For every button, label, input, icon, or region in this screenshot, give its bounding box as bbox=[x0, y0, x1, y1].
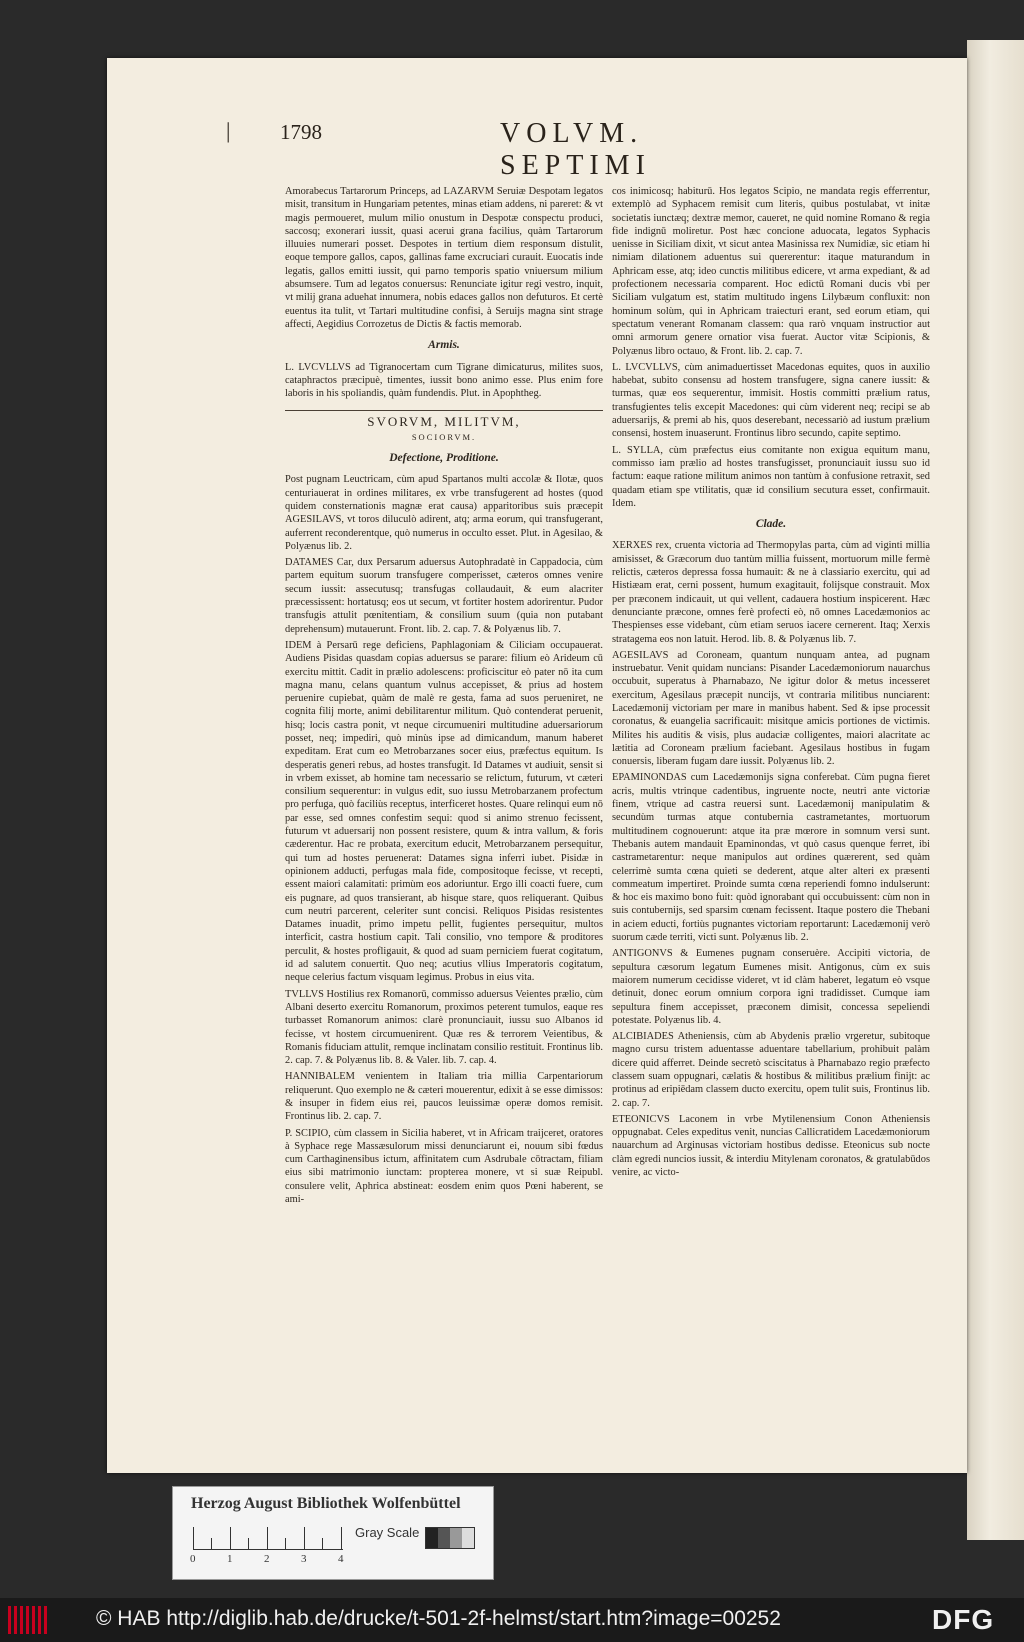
page-header bbox=[170, 100, 760, 181]
ruler-number: 4 bbox=[338, 1553, 344, 1565]
gray-scale-swatch bbox=[425, 1527, 475, 1549]
library-name: Herzog August Bibliothek Wolfenbüttel bbox=[191, 1495, 461, 1512]
paragraph: EPAMINONDAS cum Lacedæmonijs signa conferebat. Cùm pugna fieret acris, multis vtrinque cadentibus, ingruente nocte, neutri ante victoriæ finem, vtrique ad castra reuersi sunt. Lacedæmonij manipulatim & secundùm turmas atque contubernia castrametantes, mortuorum multitudinem cognouerunt: atque ita præ mœrore in somnum versi sunt. Thebanis autem mandauit Epaminondas, vt quò casus quenque ferret, ibi castrametarentur: neque manipulos aut ordines quærerent, sed quàm celerrimè sumta cœna quieti se dederent, atque alter alteri ex præsenti commeatum impertiret. Proinde sumta cœna reperiendi fomno indulserunt: & hoc eis maximo bono fuit: quòd ignorabant qui occubuissent: cùm non in suis contubernijs, sed sparsim cœnam fecissent. Itaque postero die Thebani in aciem educti, fortiùs pugnantes victoriam reportarunt: Lacedæmonij verò suorum cæde territi, victi sunt. Polyænus lib. 2. bbox=[612, 772, 930, 944]
paragraph: Post pugnam Leuctricam, cùm apud Spartanos multi accolæ & Ilotæ, quos centuriauerat in ordines militares, ex vrbe transfugerent ad hostes (quod quidem consternationis magnæ erat causa) apparitoribus suis præcepit AGESILAVS, vt toros diluculò adirent, atq; arma eorum, qui transfugerant, auferrent reconderentque, quò numerus in occulto esset. Plut. in Agesilao, & Polyænus lib. 2. bbox=[285, 474, 603, 552]
ruler-tick bbox=[341, 1527, 342, 1549]
gray-scale-label: Gray Scale bbox=[355, 1525, 420, 1540]
hab-logo-icon bbox=[8, 1606, 48, 1634]
section-heading: Defectione, Proditione. bbox=[389, 452, 499, 465]
paragraph: cos inimicosq; habiturū. Hos legatos Scipio, ne mandata regis efferrentur, extemplò ad Syphacem remisit cum literis, quibus postulabat, vt initæ societatis iunctæq; dextræ memor, caueret, ne quid nomine Romano & regia fide indignū moliretur. Post hæc concione aduocata, legatos Syphacis uenisse in Siciliam dixit, vt sicut antea Masinissa rex Numidiæ, sic etiam hi nimiam dilationem aduentus sui quererentur: itaque maturandum in Aphricam esse, atq; ideo cunctis militibus edicere, vt arma expediant, & ad profectionem necessaria comparent. Hoc edictū Romani ducis vbi per Siciliam vulgatum est, statim multitudo ingens Lilybæum confluxit: non hominum solùm, qui in Aphricam traiecturi erant, sed eorum etiam, qui spectatum venerant Romanam classem: qua rarò vnquam instructior aut omni armorum genere ornatior visa fuerat. Auctor vitæ Scipionis, & Polyænus libro octauo, & Front. lib. 2. cap. 7. bbox=[612, 186, 930, 357]
ruler-number: 2 bbox=[264, 1553, 270, 1565]
paragraph: TVLLVS Hostilius rex Romanorū, commisso aduersus Veientes prælio, cùm Albani deserto exercitu Romanorum, proximos peterent tumulos, eaque res turbasset Romanorum animos: clarè pronunciauit, iussu suo Albanos id fecisse, vt hostem circumuenirent. Quæ res & terrorem Veientibus, & Romanis fiduciam attulit, remque inclinatam consilio restituit. Frontinus lib. 2. cap. 7. & Polyænus lib. 8. & Valer. lib. 7. cap. 4. bbox=[285, 988, 603, 1067]
ruler-tick bbox=[267, 1527, 268, 1549]
facing-page-edge bbox=[967, 40, 1024, 1540]
ruler-number: 1 bbox=[227, 1553, 233, 1565]
ruler-tick bbox=[230, 1527, 231, 1549]
paragraph: Amorabecus Tartarorum Princeps, ad LAZARVM Seruiæ Despotam legatos misit, transitum in Hungariam petentes, minas etiam addens, ni pareret: & vt magis permoueret, mulum milio onustum in Despotæ conspectu produci, saccosq; exonerari iussit, quasi acerui grana facilius, quàm Tartarorum illuuies numerari posset. Despotes in tertium diem responsum distulit, eoque tempore gallos, capos, gallinas fame excruciari curauit. Euocatis inde legatis, gallos emitti iussit, qui parno temporis spatio vniuersum milium absumsere. Tum ad legatos conuersus: Renunciate igitur regi vestro, inquit, vt milij grana aduehat innumera, nobis edaces gallos non defuturos. Et certè euentus ita tulit, vt Tartari multitudine confisi, à Seruijs magna sint strage affecti, Aegidius Corrozetus de Dictis & factis memorab. bbox=[285, 186, 603, 330]
paragraph: P. SCIPIO, cùm classem in Sicilia haberet, vt in Africam traijceret, oratores à Syphace rege Massæsulorum missi denunciarunt ei, nouum sibi fœdus cum Carthaginensibus ictum, affinitatem cum Asdrubale cōtractam, filiam eius sibi matrimonio iunctam: propterea monere, vt si suæ Reipubl. consulere velit, Aphrica abstineat: eosdem enim quos Pœni haberent, se ami- bbox=[285, 1127, 603, 1206]
section-subtitle: SOCIORVM. bbox=[411, 431, 477, 442]
ruler-tick bbox=[211, 1538, 212, 1549]
left-text-column bbox=[285, 185, 603, 1209]
source-url[interactable]: © HAB http://diglib.hab.de/drucke/t-501-2f-helmst/start.htm?image=00252 bbox=[96, 1607, 781, 1630]
margin-mark: | bbox=[226, 118, 231, 143]
ruler-tick bbox=[248, 1538, 249, 1549]
section-heading: Clade. bbox=[755, 518, 787, 531]
ruler-tick bbox=[285, 1538, 286, 1549]
ruler-tick bbox=[193, 1527, 194, 1549]
paragraph: IDEM à Persarū rege deficiens, Paphlagoniam & Ciliciam occupauerat. Audiens Pisidas quasdam copias aduersus se parare: filium eò Arideum cū exercitu mittit. Cadit in prælio adolescens: proficiscitur eò pater nō ita cum magna manu, celans quantum vulnus accepisset, & prius ad hostem peruenire cupiebat, quàm de malè re gesta, fama ad suos perueniret, ne cognita filij morte, animi debilitarentur militum. Quò contenderat peruenit, hisq; locis castra ponit, vt neque circumueniri multitudine aduersariorum posset, neq; impediri, quò minùs ipse ad dimicandum, manum haberet expeditam. Erat cum eo Metrobarzanes socer eius, præfectus equitum. Is desperatis generi rebus, ad hostes transfugit. Id Datames vt audiuit, sensit si in vrbem exisset, ab homine tam necessario se relictum, futurum, vt cæteri consilium sequerentur: in vulgus edit, suo iussu Metrobarzanem profectum pro perfuga, quò faciliùs receptus, interficeret hostes. Quare relinqui eum nō par esse, sed omnes confestim sequi: quod si animo strenuo fecissent, futurum vt aduersarij non possent resistere, quum & intra vallum, & foris cæderentur. Hac re probata, exercitum educit, Metrobarzanem persequitur, qui tum ad hostes peruenerat: Datames signa inferri iubet. Pisidæ in opinionem adducti, perfugas mala fide, compositoque fecisse, vt recepti, essent maiori calamitati: primùm eos adoriuntur. Ergo illi coacti fuere, cum eis pugnare, ad quos transierant, ab hisque stare, quos reliquerant. Quibus cum neutri parcerent, celeriter sunt concisi. Reliquos Pisidas resistentes Datames inuadit, primo impetu pellit, fugientes persequitur, multos interficit, castra hostium capit. Tali consilio, vno tempore & proditores perculit, & hostes profligauit, & quod ad suam perniciem fuerat cogitatum, id ad salutem conuertit. Quo neq; acutius vllius Imperatoris cogitatum, neque celerius factum visquam legimus. Probus in eius vita. bbox=[285, 639, 603, 984]
ruler-tick bbox=[322, 1538, 323, 1549]
paragraph: ALCIBIADES Atheniensis, cùm ab Abydenis prælio vrgeretur, subitoque magno cursu tristem aduentasse aduentare tabellarium, prohibuit palàm dicere quid afferret. Deinde secretò sciscitatus à Pharnabazo regio præfecto classem suam oppugnari, cælatis & hostibus & militibus prælium finijt: ac protinus ad eripiēdam classem ducto exercitu, opem tulit suis, Frontinus lib. 2. cap. 7. bbox=[612, 1031, 930, 1109]
paragraph: ETEONICVS Laconem in vrbe Mytilenensium Conon Atheniensis oppugnabat. Celes expeditus venit, nuncias Callicratidem Lacedæmoniorum nauarchum ad Arginusas victoriam hostibus dedisse. Eteonicus sub nocte clàm egredi nuncios iussit, & interdiu Mitylenam coronatos, & gratulabūdos venire, ac victo- bbox=[612, 1113, 930, 1179]
dfg-logo: DFG bbox=[932, 1604, 995, 1635]
section-heading: Armis. bbox=[428, 339, 460, 352]
page-number: 1798 bbox=[280, 120, 322, 144]
paragraph: XERXES rex, cruenta victoria ad Thermopylas parta, cùm ad viginti millia amisisset, & Græcorum duo tantùm millia fuissent, mortuorum mille fermè relictis, cæteros depressa fossa humauit: & ne à classiario exercitu, qui ad Histiæam erat, cerni possent, humum exagitauit, folijsque constrauit. Mox per præconem indicauit, ut qui vellent, cadauera hostium inspicerent. Hæc denunciante præcone, omnes ferè profecti eò, nō omnes Lacedæmonios ac Thespienses esse videbant, cùm etiam seruos iacere cernerent. Itaq; Xerxis stratagema eos non latuit. Herod. lib. 8. & Polyænus lib. 7. bbox=[612, 540, 930, 645]
paragraph: DATAMES Car, dux Persarum aduersus Autophradatè in Cappadocia, cùm partem equitum suorum transfugere comperisset, cæteros omnes venire secum iussit: assecutusq; transfugas collaudauit, & eum alacriter præcessissent: hortatusq; eos ut secum, vt fortiter hostem adorirentur. Pudor transfugis attulit pœnitentiam, & consilium suum (quia non putabant deprehensum) mutauerunt. Front. lib. 2. cap. 7. & Polyænus lib. 7. bbox=[285, 557, 603, 635]
library-color-card bbox=[172, 1486, 494, 1580]
ruler-tick bbox=[304, 1527, 305, 1549]
ruler-number: 0 bbox=[190, 1553, 196, 1565]
paragraph: L. LVCVLLVS ad Tigranocertam cum Tigrane dimicaturus, milites suos, cataphractos præcipuè, timentes, iussit bono animo esse. Plus enim fore laboris in his spoliandis, quàm fundendis. Plut. in Apophtheg. bbox=[285, 361, 603, 400]
right-text-column bbox=[612, 185, 930, 1182]
running-title: VOLVM. SEPTIMI bbox=[500, 118, 651, 181]
paragraph: AGESILAVS ad Coroneam, quantum nunquam antea, ad pugnam instruebatur. Venit quidam nuncians: Pisander Lacedæmoniorum nauarchus occubuit, superatus à Pharnabazo, Ne igitur dolor & metus incesseret exercitum, Agesilaus præcepit nuncijs, vt contraria militibus nunciarent: Lacedæmonij victoriam per mare in manibus habent. Sed & ipse processit coronatus, & euangelia sacrificauit: misitque amicis portiones de victimis. Milites his auditis & visis, plus audaciæ colligentes, maiori alacritate ac lætitia ad Coroneam prælium faciebant. Agesilaus hostibus in fugam conuersis, liberam fugam dare iussit. Polyænus lib. 2. bbox=[612, 649, 930, 768]
ruler-number: 3 bbox=[301, 1553, 307, 1565]
section-title: SVORVM, MILITVM, bbox=[285, 410, 603, 428]
scale-ruler bbox=[193, 1527, 343, 1550]
paragraph: ANTIGONVS & Eumenes pugnam conseruère. Accipiti victoria, de sepultura cæsorum legatum Eumenes misit. Antigonus, cùm ex suis maiorem numerum cecidisse videret, vt id clàm haberet, legatum eò vsque detinuit, donec eorum omnium corpora igni tradidisset. Cumque iam sepultura finem accepisset, præconem dimisit, concessa sepeliendi potestate. Polyænus lib. 4. bbox=[612, 948, 930, 1026]
paragraph: L. SYLLA, cùm præfectus eius comitante non exigua equitum manu, commisso iam prælio ad hostes transfugisset, pronunciauit iussu suo id factum: eaque ratione militum animos non tantùm à confusione retraxit, sed quadam etiam spe vtilitatis, quæ id consilium secutura esset, confirmauit. Idem. bbox=[612, 444, 930, 509]
paragraph: HANNIBALEM venientem in Italiam tria millia Carpentariorum reliquerunt. Quo exemplo ne & cæteri mouerentur, edixit à se esse dimissos: & insuper in fidem eius rei, paucos leuissimæ operæ domos remisit. Frontinus lib. 2. cap. 7. bbox=[285, 1071, 603, 1123]
paragraph: L. LVCVLLVS, cùm animaduertisset Macedonas equites, quos in auxilio habebat, subito consensu ad hostem transfugere, signa canere iussit: & turmas, quæ eos sequerentur, immisit. Hostis committi prælium ratus, transfugientes telis excepit Macedones: qui cùm viderent neq; recipi se ab aduersarijs, & premi ab his, quos deserebant, necessariò ad iustum prælium consensi, hostem inuaserunt. Frontinus libro secundo, capite septimo. bbox=[612, 361, 930, 440]
footer-bar bbox=[0, 1598, 1024, 1642]
